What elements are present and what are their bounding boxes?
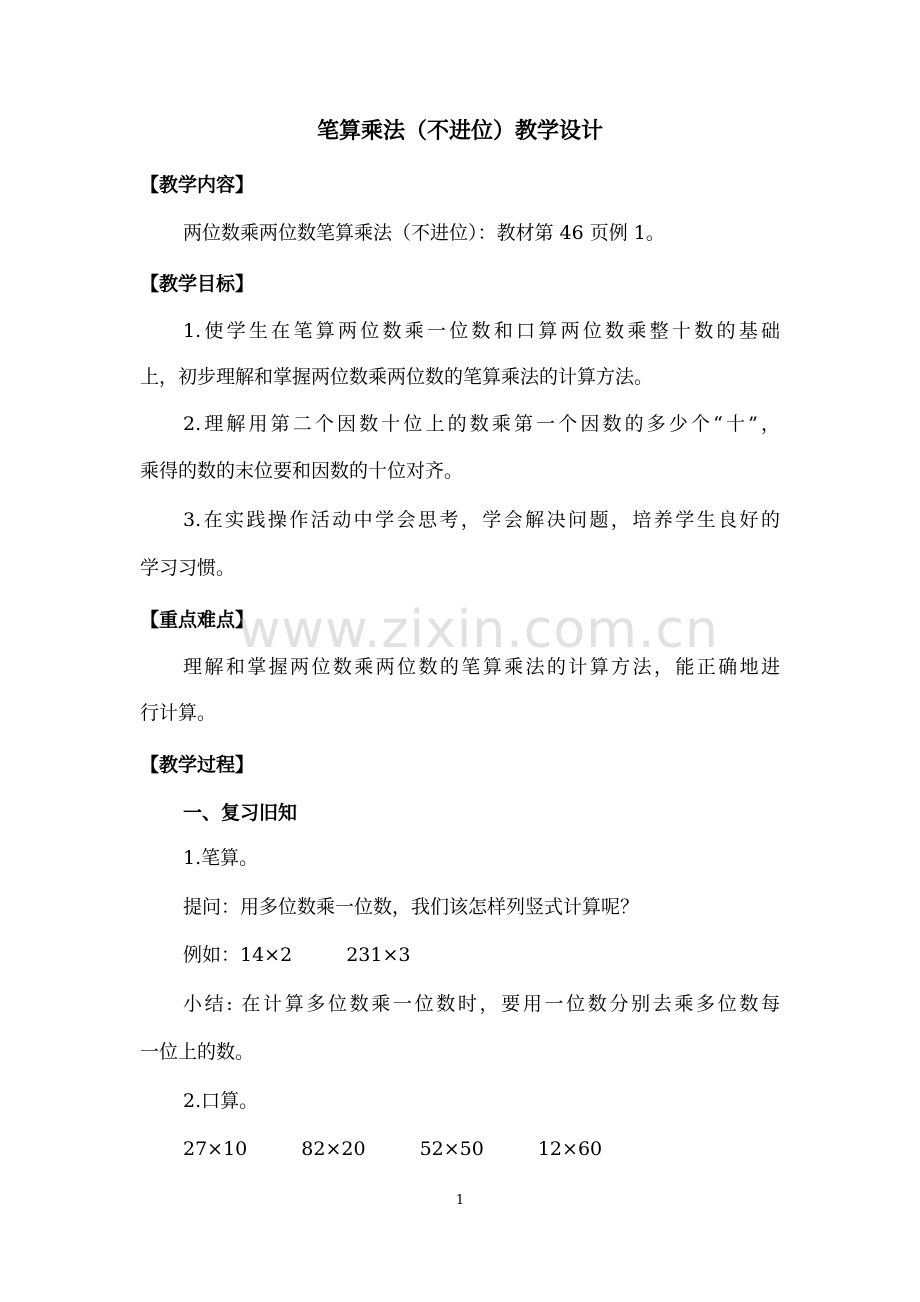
heading-goals: 【教学目标】 (140, 273, 255, 295)
oral-calc-item: 82×20 (301, 1138, 366, 1160)
oral-calc-row (183, 1126, 602, 1172)
goal-1-line-1: 1.使学生在笔算两位数乘一位数和口算两位数乘整十数的基础 (183, 320, 780, 342)
oral-calc-item: 27×10 (183, 1138, 248, 1160)
oral-calc-item: 12×60 (537, 1138, 603, 1160)
content-text: 两位数乘两位数笔算乘法（不进位）：教材第 46 页例 1。 (183, 222, 665, 244)
example-label: 例如：14×2 (183, 944, 293, 966)
goal-3-line-2: 学习习惯。 (140, 557, 236, 579)
document-title: 笔算乘法（不进位）教学设计 (316, 119, 603, 144)
goal-2-line-2: 乘得的数的末位要和因数的十位对齐。 (140, 460, 464, 482)
watermark: www.zixin.com.cn (238, 600, 719, 660)
item-2: 2.口算。 (183, 1090, 259, 1112)
summary-line-2: 一位上的数。 (140, 1041, 255, 1063)
item-1: 1.笔算。 (183, 847, 259, 869)
heading-content: 【教学内容】 (140, 174, 255, 196)
page-number: 1 (455, 1193, 465, 1208)
example-2: 231×3 (346, 944, 411, 966)
goal-2-line-1: 2.理解用第二个因数十位上的数乘第一个因数的多少个“十”， (183, 413, 780, 435)
heading-process: 【教学过程】 (140, 754, 255, 776)
example-line (183, 932, 410, 978)
question-text: 提问：用多位数乘一位数，我们该怎样列竖式计算呢？ (183, 896, 640, 918)
goal-3-line-1: 3.在实践操作活动中学会思考，学会解决问题，培养学生良好的 (183, 509, 780, 531)
oral-calc-item: 52×50 (419, 1138, 484, 1160)
goal-1-line-2: 上，初步理解和掌握两位数乘两位数的笔算乘法的计算方法。 (140, 366, 654, 388)
subheading-review: 一、复习旧知 (183, 802, 298, 824)
key-points-line-2: 行计算。 (140, 702, 217, 724)
heading-key-points: 【重点难点】 (140, 609, 255, 631)
key-points-line-1: 理解和掌握两位数乘两位数的笔算乘法的计算方法，能正确地进 (183, 656, 780, 678)
summary-line-1: 小结: 在计算多位数乘一位数时，要用一位数分别去乘多位数每 (183, 993, 780, 1015)
